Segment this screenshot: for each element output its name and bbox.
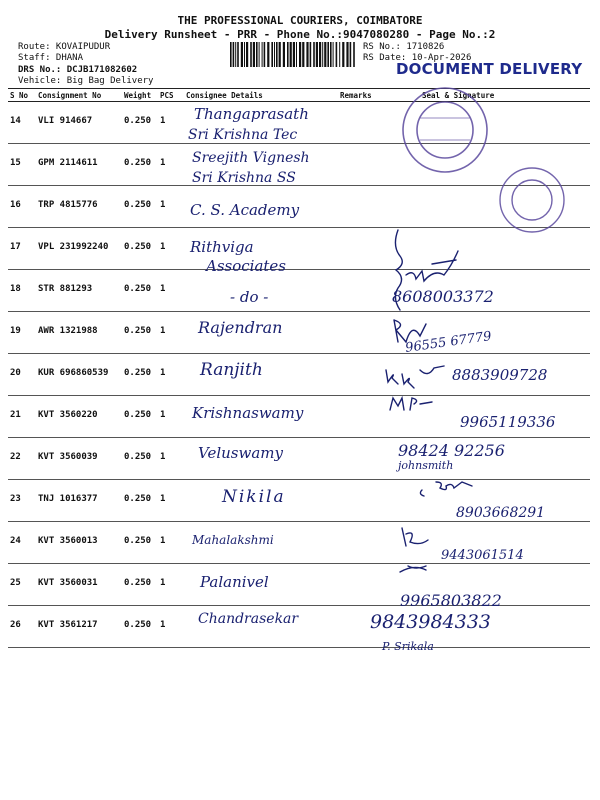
row-consignment-no: KVT 3560039: [36, 438, 122, 480]
hw-consignee-14: Mahalakshmi: [192, 533, 274, 547]
hw-consignee-10: Ranjith: [200, 360, 263, 380]
hw-consignee-1: Thangaprasath: [194, 105, 309, 123]
hw-signature-4: 9965119336: [460, 413, 556, 431]
hw-consignee-7: Associates: [206, 257, 287, 275]
row-sno: 23: [8, 480, 36, 522]
row-pcs: 1: [158, 564, 184, 606]
runsheet-subtitle: Delivery Runsheet - PRR - Phone No.:9047080280 - Page No.:2: [104, 28, 496, 41]
row-sno: 20: [8, 354, 36, 396]
row-pcs: 1: [158, 312, 184, 354]
hw-signature-2: 96555 67779: [404, 329, 493, 356]
row-sno: 21: [8, 396, 36, 438]
table-header-row: [8, 89, 590, 102]
row-consignment-no: TNJ 1016377: [36, 480, 122, 522]
row-sno: 22: [8, 438, 36, 480]
row-consignment-no: KVT 3561217: [36, 606, 122, 648]
row-weight: 0.250: [122, 144, 158, 186]
col-header-pcs: PCS: [158, 89, 184, 102]
office-seal-stamp: [390, 78, 500, 188]
hw-consignee-9: Rajendran: [198, 318, 283, 337]
hw-consignee-13: Nikila: [222, 487, 286, 507]
barcode-image: [230, 42, 358, 67]
row-weight: 0.250: [122, 312, 158, 354]
row-weight: 0.250: [122, 270, 158, 312]
row-sno: 15: [8, 144, 36, 186]
drs-label: DRS No.: DCJB171082602: [18, 65, 138, 75]
hw-consignee-2: Sri Krishna Tec: [188, 127, 298, 143]
row-sno: 26: [8, 606, 36, 648]
row-pcs: 1: [158, 522, 184, 564]
hw-signature-11: P. Srikala: [382, 640, 434, 653]
row-sno: 25: [8, 564, 36, 606]
row-weight: 0.250: [122, 186, 158, 228]
row-sno: 24: [8, 522, 36, 564]
row-weight: 0.250: [122, 564, 158, 606]
hw-signature-5: 98424 92256: [398, 441, 505, 460]
hw-consignee-16: Chandrasekar: [198, 611, 299, 627]
staff-label: Staff: DHANA: [18, 53, 84, 63]
row-pcs: 1: [158, 228, 184, 270]
row-pcs: 1: [158, 480, 184, 522]
row-consignment-no: TRP 4815776: [36, 186, 122, 228]
rs-date: RS Date: 10-Apr-2026: [363, 53, 472, 63]
row-sno: 19: [8, 312, 36, 354]
row-weight: 0.250: [122, 438, 158, 480]
row-sno: 14: [8, 102, 36, 144]
hw-signature-3: 8883909728: [452, 366, 548, 384]
row-consignment-no: VPL 231992240: [36, 228, 122, 270]
row-weight: 0.250: [122, 102, 158, 144]
hw-signature-7: 8903668291: [456, 505, 546, 521]
row-consignment-no: KVT 3560013: [36, 522, 122, 564]
row-consignment-no: KUR 696860539: [36, 354, 122, 396]
row-weight: 0.250: [122, 228, 158, 270]
row-sno: 16: [8, 186, 36, 228]
row-pcs: 1: [158, 186, 184, 228]
row-remarks-cell: [338, 144, 394, 186]
col-header-consignment: Consignment No: [36, 89, 122, 102]
row-consignment-no: AWR 1321988: [36, 312, 122, 354]
hw-signature-9: 9965803822: [400, 591, 502, 610]
row-pcs: 1: [158, 270, 184, 312]
col-header-weight: Weight: [122, 89, 158, 102]
hw-consignee-5: C. S. Academy: [190, 201, 300, 219]
secondary-seal-stamp: [494, 160, 574, 240]
row-weight: 0.250: [122, 354, 158, 396]
row-weight: 0.250: [122, 480, 158, 522]
row-pcs: 1: [158, 438, 184, 480]
row-pcs: 1: [158, 102, 184, 144]
row-pcs: 1: [158, 144, 184, 186]
col-header-remarks: Remarks: [338, 89, 394, 102]
vehicle-label: Vehicle: Big Bag Delivery: [18, 76, 154, 86]
hw-consignee-3: Sreejith Vignesh: [192, 150, 310, 166]
col-header-seal: Seal & Signature: [394, 89, 590, 102]
hw-consignee-8: - do -: [230, 288, 269, 306]
document-delivery-stamp: DOCUMENT DELIVERY: [396, 60, 583, 78]
hw-consignee-4: Sri Krishna SS: [192, 170, 296, 186]
hw-signature-6: johnsmith: [398, 459, 454, 472]
row-consignment-no: VLI 914667: [36, 102, 122, 144]
col-header-sno: S No: [8, 89, 36, 102]
row-weight: 0.250: [122, 606, 158, 648]
hw-signature-1: 8608003372: [392, 287, 494, 306]
row-weight: 0.250: [122, 522, 158, 564]
row-consignment-no: STR 881293: [36, 270, 122, 312]
rs-number: RS No.: 1710826: [363, 42, 445, 52]
row-pcs: 1: [158, 606, 184, 648]
row-consignment-no: KVT 3560031: [36, 564, 122, 606]
row-pcs: 1: [158, 396, 184, 438]
hw-consignee-12: Veluswamy: [198, 444, 283, 462]
signature-strokes: [380, 220, 580, 660]
hw-consignee-11: Krishnaswamy: [192, 404, 304, 422]
row-pcs: 1: [158, 354, 184, 396]
route-label: Route: KOVAIPUDUR: [18, 42, 111, 52]
row-consignment-no: GPM 2114611: [36, 144, 122, 186]
row-sno: 18: [8, 270, 36, 312]
row-remarks-cell: [338, 102, 394, 144]
col-header-consignee: Consignee Details: [184, 89, 338, 102]
row-sno: 17: [8, 228, 36, 270]
row-weight: 0.250: [122, 396, 158, 438]
company-title: THE PROFESSIONAL COURIERS, COIMBATORE: [177, 14, 423, 27]
hw-signature-10: 9843984333: [370, 611, 491, 633]
hw-consignee-6: Rithviga: [190, 238, 254, 256]
hw-signature-8: 9443061514: [441, 548, 524, 563]
row-consignment-no: KVT 3560220: [36, 396, 122, 438]
hw-consignee-15: Palanivel: [200, 573, 269, 591]
